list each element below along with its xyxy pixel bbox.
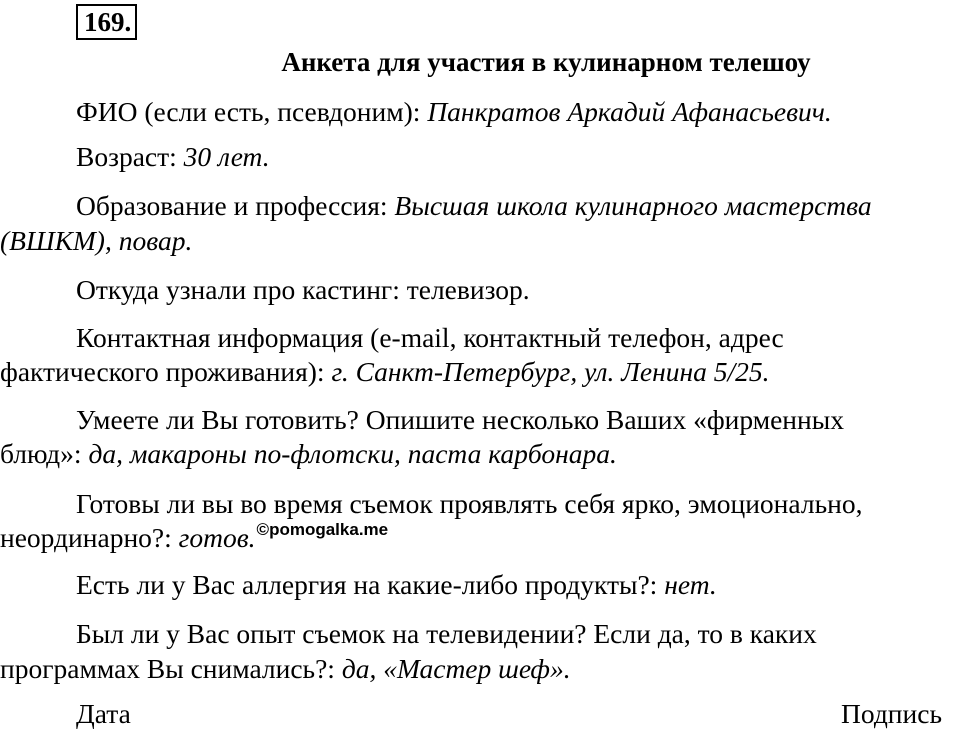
contact-line-2 xyxy=(0,354,960,390)
cooking-label-2: блюд»: xyxy=(0,438,89,469)
allergy-label: Есть ли у Вас аллергия на какие-либо продукты?: xyxy=(76,569,665,600)
cooking-question-1: Умеете ли Вы готовить? Опишите несколько Ваших «фирменных xyxy=(76,404,844,435)
tv-question-1: Был ли у Вас опыт съемок на телевидении? Если да, то в каких xyxy=(76,618,817,649)
age-answer: 30 лет. xyxy=(183,141,270,172)
allergy-line xyxy=(0,567,960,603)
contact-line-1 xyxy=(0,320,960,356)
ready-question-1: Готовы ли вы во время съемок проявлять себя ярко, эмоционально, xyxy=(76,488,863,519)
source-line xyxy=(0,272,960,308)
date-label: Дата xyxy=(76,698,131,729)
tv-answer: да, «Мастер шеф». xyxy=(341,653,571,684)
fio-label: ФИО (если есть, псевдоним): xyxy=(76,96,428,127)
allergy-answer: нет. xyxy=(664,569,717,600)
education-label: Образование и профессия: xyxy=(76,190,395,221)
tv-line-2 xyxy=(0,651,960,687)
cooking-line-1 xyxy=(0,402,960,438)
cooking-answer: да, макароны по-флотски, паста карбонара. xyxy=(88,438,617,469)
tv-label-2: программах Вы снимались?: xyxy=(0,653,342,684)
education-line-2 xyxy=(0,223,960,259)
task-number: 169. xyxy=(76,4,137,40)
contact-label-2: фактического проживания): xyxy=(0,356,332,387)
education-answer-1: Высшая школа кулинарного мастерства xyxy=(394,190,872,221)
source-text: Откуда узнали про кастинг: телевизор. xyxy=(76,274,530,305)
ready-line-2 xyxy=(0,520,960,560)
contact-answer: г. Санкт-Петербург, ул. Ленина 5/25. xyxy=(331,356,770,387)
ready-answer: готов. xyxy=(178,522,256,553)
education-answer-2: (ВШКМ), повар. xyxy=(0,225,193,256)
age-line xyxy=(0,139,960,175)
watermark: ©pomogalka.me xyxy=(256,520,389,539)
ready-label-2: неординарно?: xyxy=(0,522,179,553)
page-title: Анкета для участия в кулинарном телешоу xyxy=(281,47,811,77)
signature-label: Подпись xyxy=(841,698,942,729)
tv-line-1 xyxy=(0,616,960,652)
fio-answer: Панкратов Аркадий Афанасьевич. xyxy=(427,96,832,127)
education-line-1 xyxy=(0,188,960,224)
fio-line xyxy=(0,94,960,130)
cooking-line-2 xyxy=(0,436,960,472)
ready-line-1 xyxy=(0,486,960,522)
contact-question-1: Контактная информация (e-mail, контактный телефон, адрес xyxy=(76,322,784,353)
age-label: Возраст: xyxy=(76,141,184,172)
